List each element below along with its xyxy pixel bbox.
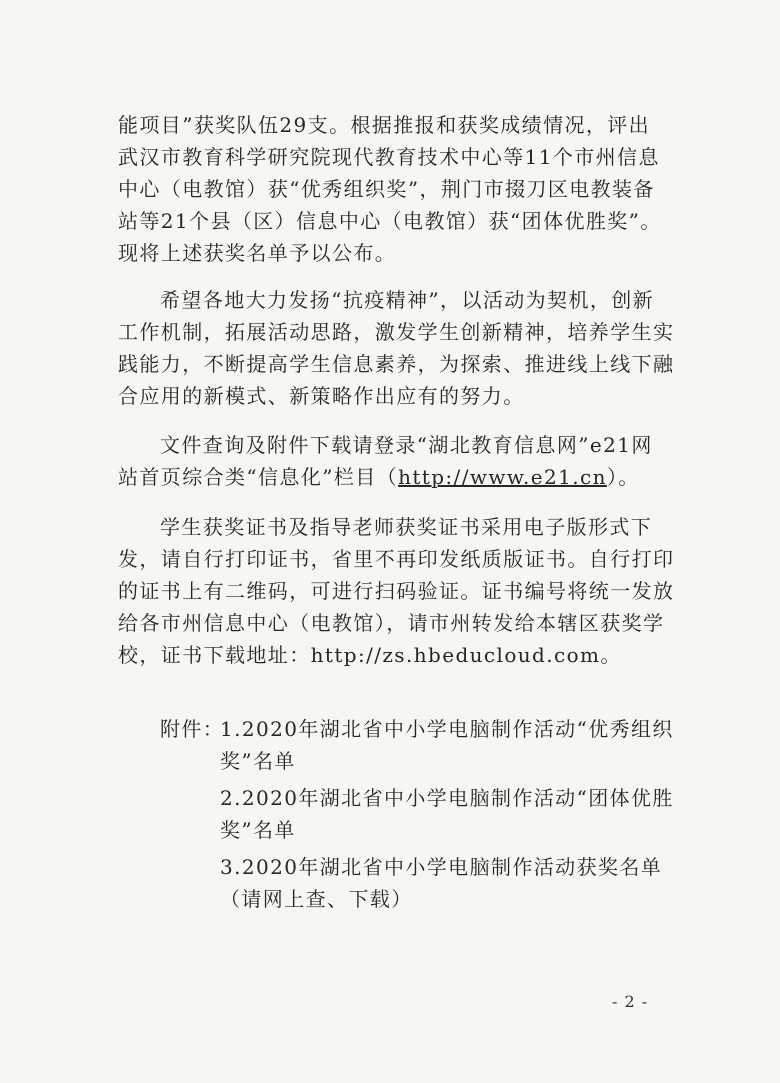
- paragraph-4-line-5: 校，证书下载地址：http://zs.hbeducloud.com。: [118, 643, 622, 667]
- paragraph-1-line-2: 武汉市教育科学研究院现代教育技术中心等11个市州信息: [118, 145, 660, 169]
- attachment-3-line-2: （请网上查、下载）: [220, 887, 413, 911]
- paragraph-1-line-5: 现将上述获奖名单予以公布。: [118, 241, 397, 265]
- page-number: - 2 -: [612, 992, 649, 1011]
- e21-link[interactable]: http://www.e21.cn: [398, 465, 607, 489]
- paragraph-3-prefix: 站首页综合类“信息化”栏目（: [118, 465, 399, 489]
- paragraph-3-line-1: 文件查询及附件下载请登录“湖北教育信息网”e21网: [160, 433, 653, 457]
- paragraph-2-line-4: 合应用的新模式、新策略作出应有的努力。: [118, 384, 525, 408]
- paragraph-4-line-4: 给各市州信息中心（电教馆），请市州转发给本辖区获奖学: [118, 611, 665, 635]
- paragraph-2-line-2: 工作机制，拓展活动思路，激发学生创新精神，培养学生实: [118, 320, 675, 344]
- paragraph-3-suffix: ）。: [606, 465, 640, 489]
- paragraph-1-line-1: 能项目”获奖队伍29支。根据推报和获奖成绩情况，评出: [118, 113, 651, 137]
- attachment-1-line-1: 1.2020年湖北省中小学电脑制作活动“优秀组织: [220, 717, 674, 741]
- attachments-label: 附件：: [160, 717, 225, 741]
- paragraph-2-line-1: 希望各地大力发扬“抗疫精神”，以活动为契机，创新: [160, 288, 655, 312]
- attachment-2-line-1: 2.2020年湖北省中小学电脑制作活动“团体优胜: [220, 786, 674, 810]
- paragraph-3-line-2: [118, 464, 640, 490]
- paragraph-1-line-4: 站等21个县（区）信息中心（电教馆）获“团体优胜奖”。: [118, 209, 662, 233]
- paragraph-2-line-3: 践能力，不断提高学生信息素养，为探索、推进线上线下融: [118, 352, 675, 376]
- paragraph-1-line-3: 中心（电教馆）获“优秀组织奖”，荆门市掇刀区电教装备: [118, 177, 655, 201]
- paragraph-4-line-3: 的证书上有二维码，可进行扫码验证。证书编号将统一发放: [118, 579, 675, 603]
- attachment-1-line-2: 奖”名单: [220, 749, 296, 773]
- attachment-3-line-1: 3.2020年湖北省中小学电脑制作活动获奖名单: [220, 855, 663, 879]
- paragraph-4-line-2: 发，请自行打印证书，省里不再印发纸质版证书。自行打印: [118, 547, 675, 571]
- paragraph-4-line-1: 学生获奖证书及指导老师获奖证书采用电子版形式下: [160, 515, 653, 539]
- attachment-2-line-2: 奖”名单: [220, 818, 296, 842]
